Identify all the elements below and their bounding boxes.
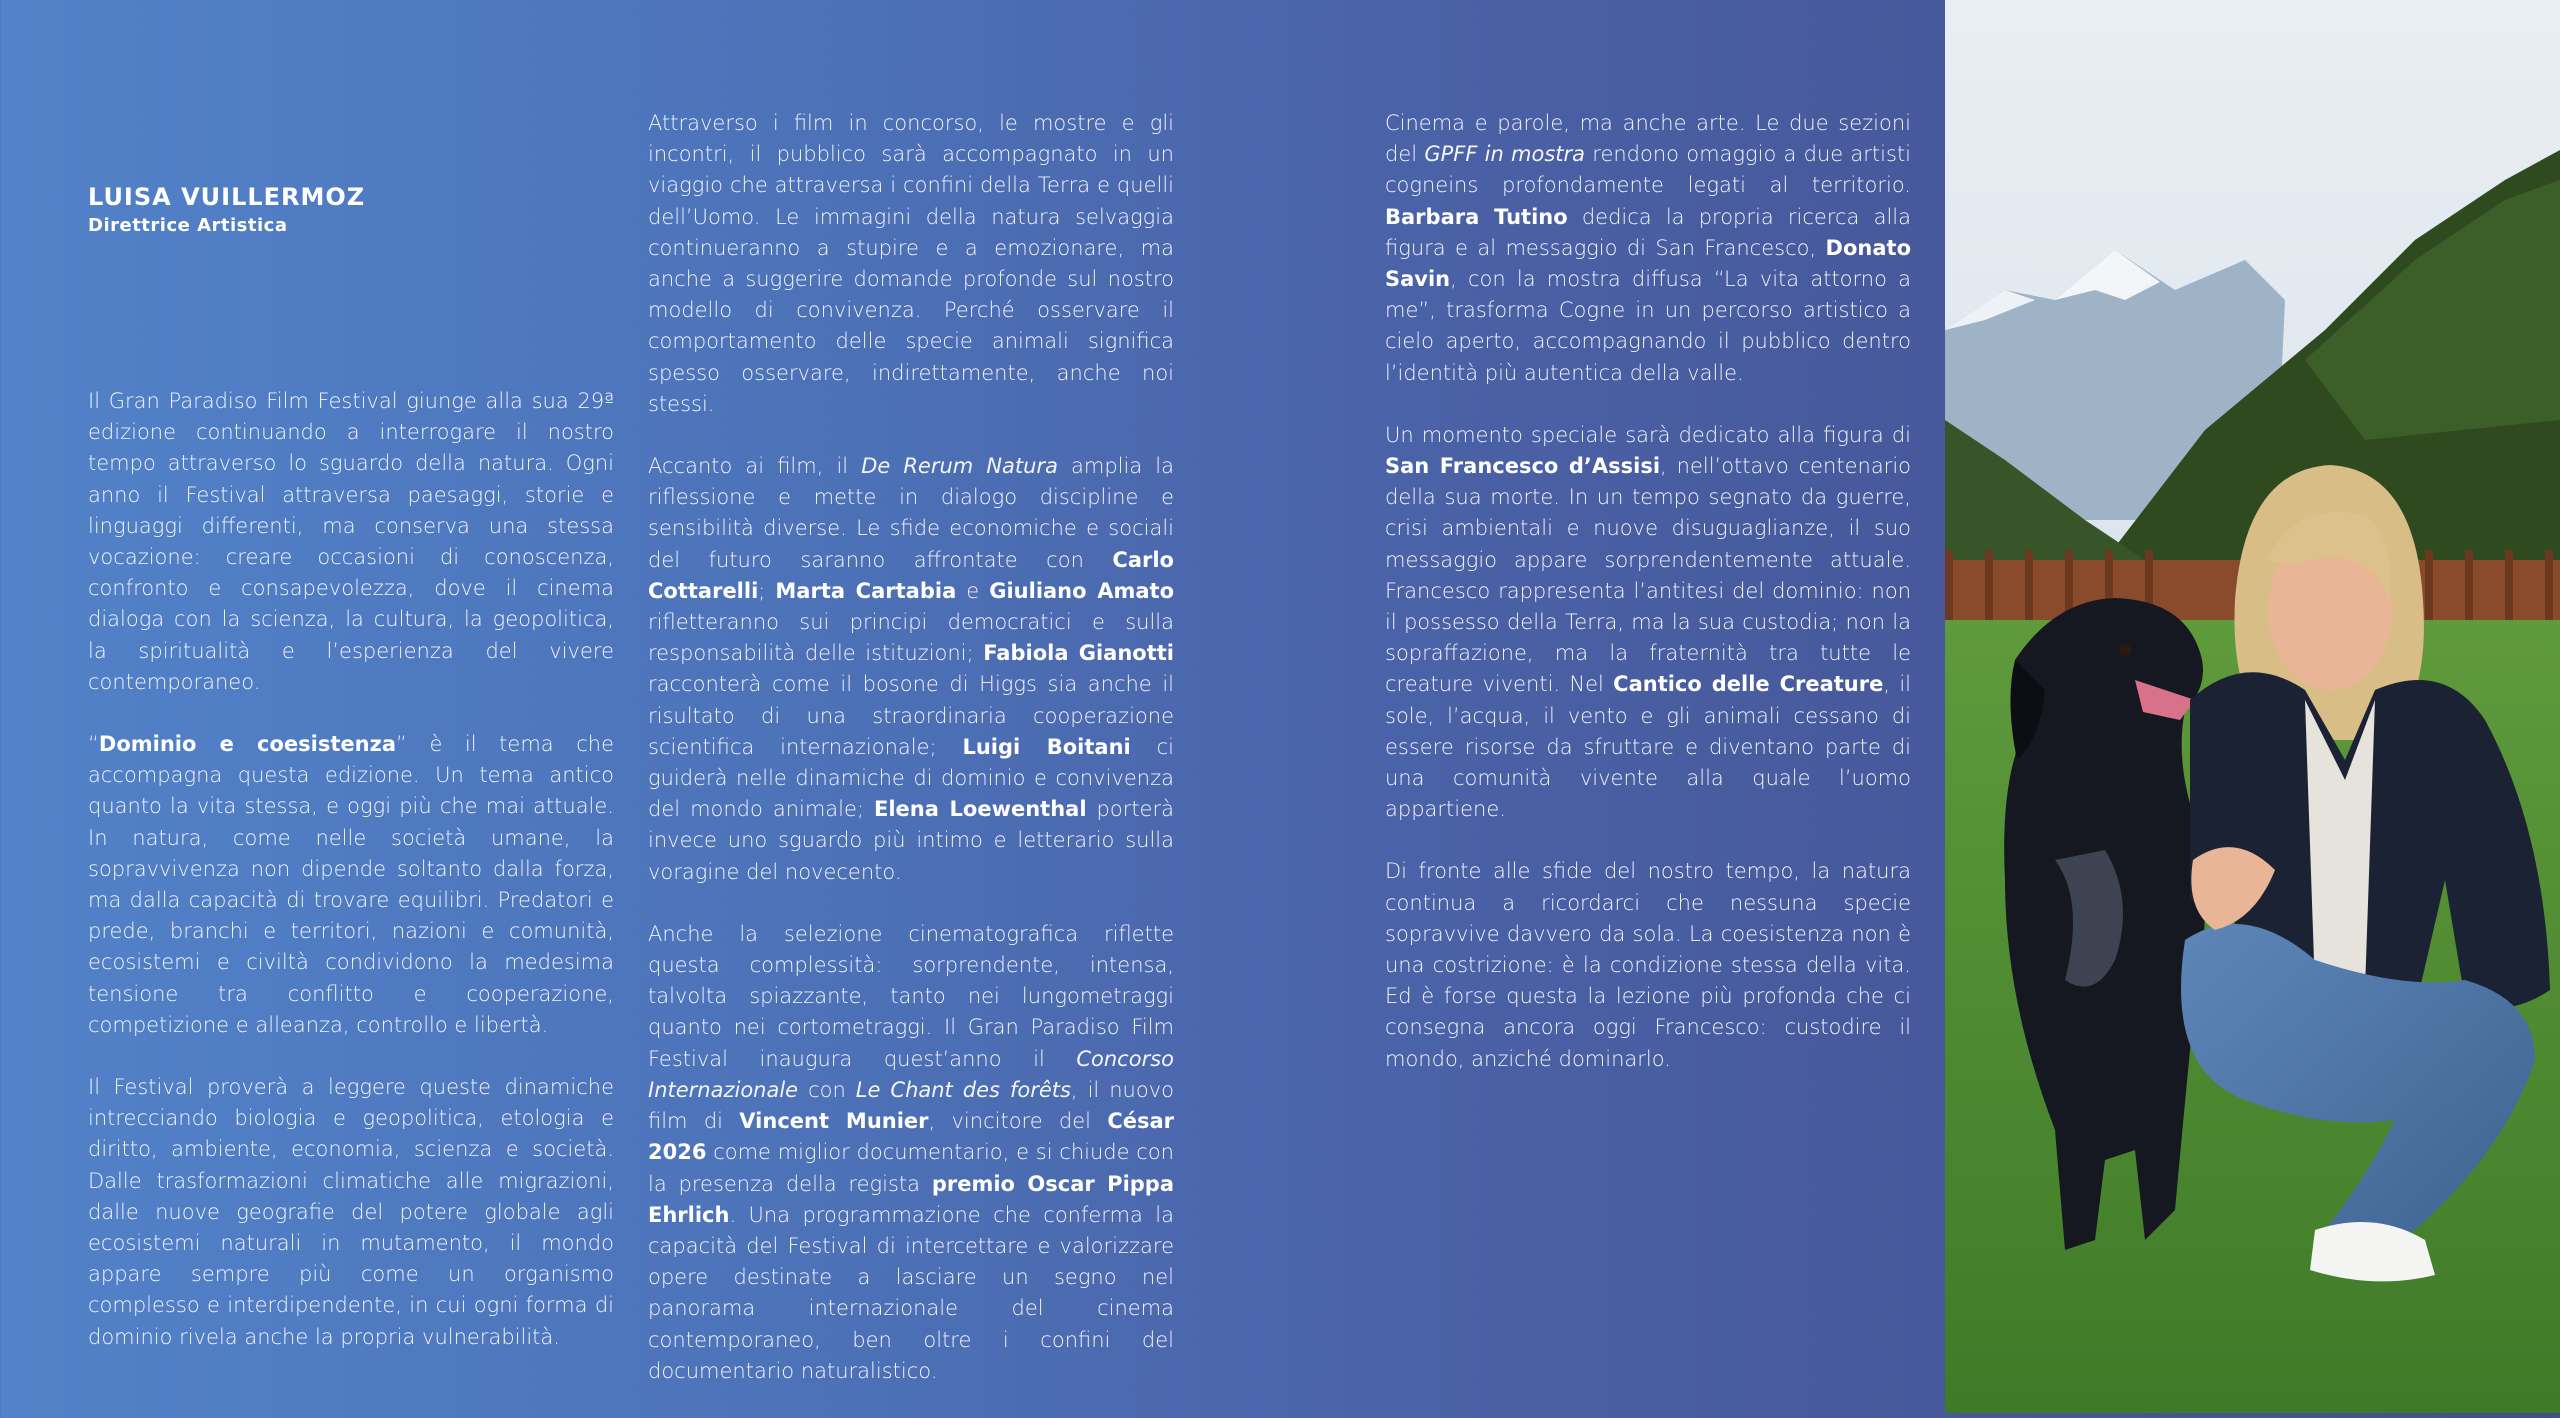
guest-name: Luigi Boitani — [962, 734, 1131, 759]
text-run: ci guiderà nelle dinamiche di dominio e convivenza del mondo animale; — [648, 734, 1174, 822]
guest-name: Elena Loewenthal — [874, 797, 1087, 822]
text-run: rifletteranno sui principi democratici e sulla responsabilità delle istituzioni; — [648, 610, 1174, 666]
text-run: , nell’ottavo centenario della sua morte. In un tempo segnato da guerre, crisi ambientali e nuove disuguaglianze, il suo messaggio appare sorprendentemente attuale. Francesco rappresenta l’antitesi del dominio: non il possesso della Terra, ma la sua custodia; non la sopraffazione, ma la fraternità tra tutte le creature viventi. Nel — [1385, 454, 1911, 697]
paragraph: Il Gran Paradiso Film Festival giunge alla sua 29ª edizione continuando a interrogare il nostro tempo attraverso lo sguardo della natura. Ogni anno il Festival attraversa paesaggi, storie e linguaggi differenti, ma conserva una stessa vocazione: creare occasioni di conoscenza, confronto e consapevolezza, dove il cinema dialoga con la scienza, la cultura, la geopolitica, la spiritualità e l’esperienza del vivere contemporaneo. — [88, 389, 614, 694]
competition-title: Concorso Internazionale — [648, 1046, 1174, 1102]
text-run: Anche la selezione cinematografica riflette questa complessità: sorprendente, intensa, talvolta spiazzante, tanto nei lungometraggi quanto nei cortometraggi. Il Gran Paradiso Film Festival inaugura quest’anno il — [648, 921, 1174, 1071]
text-column-1 — [88, 386, 614, 1384]
paragraph — [648, 919, 1174, 1387]
paragraph — [648, 451, 1174, 888]
work-title: Cantico delle Creature — [1613, 672, 1884, 697]
guest-name: Marta Cartabia — [775, 578, 957, 603]
paragraph: Attraverso i film in concorso, le mostre e gli incontri, il pubblico sarà accompagnato in un viaggio che attraversa i confini della Terra e quelli dell’Uomo. Le immagini della natura selvaggia continueranno a stupire e a emozionare, ma anche a suggerire domande profonde sul nostro modello di convivenza. Perché osservare il comportamento delle specie animali significa spesso osservare, indirettamente, anche noi stessi. — [648, 111, 1174, 416]
portrait-photo — [1945, 0, 2560, 1413]
text-run: , con la mostra diffusa “La vita attorno a me”, trasforma Cogne in un percorso artistico a cielo aperto, accompagnando il pubblico dentro l’identità più autentica della valle. — [1385, 267, 1911, 385]
quote-mark: “ — [88, 732, 99, 757]
paragraph — [88, 729, 614, 1041]
theme-title: Dominio e coesistenza — [98, 732, 396, 757]
author-role: Direttrice Artistica — [88, 215, 288, 236]
text-run: con — [798, 1077, 856, 1102]
film-title: Le Chant des forêts — [855, 1077, 1071, 1102]
text-run: rendono omaggio a due artisti cogneins profondamente legati al territorio. — [1385, 142, 1912, 198]
text-run: amplia la riflessione e mette in dialogo discipline e sensibilità diverse. Le sfide economiche e sociali del futuro saranno affrontate con — [648, 454, 1174, 572]
guest-name: Fabiola Gianotti — [983, 641, 1174, 666]
director-name: premio Oscar Pippa Ehrlich — [648, 1171, 1175, 1227]
text-run: come miglior documentario, e si chiude con la presenza della regista — [648, 1140, 1174, 1196]
author-name: LUISA VUILLERMOZ — [88, 183, 366, 211]
text-run: Un momento speciale sarà dedicato alla figura di — [1385, 422, 1911, 447]
text-run: , vincitore del — [928, 1109, 1108, 1134]
award-name: César 2026 — [648, 1109, 1174, 1165]
paragraph-text: ” è il tema che accompagna questa edizione. Un tema antico quanto la vita stessa, e oggi più che mai attuale. In natura, come nelle società umane, la sopravvivenza non dipende soltanto dalla forza, ma dalla capacità di trovare equilibri. Predatori e prede, branchi e territori, nazioni e comunità, ecosistemi e civiltà condividono la medesima tensione tra conflitto e cooperazione, competizione e alleanza, controllo e libertà. — [88, 732, 614, 1037]
text-run: porterà invece uno sguardo più intimo e letterario sulla voragine del novecento. — [648, 797, 1174, 884]
artist-name: Barbara Tutino — [1385, 204, 1568, 229]
paragraph — [1385, 420, 1911, 826]
director-name: Vincent Munier — [739, 1109, 929, 1134]
paragraph: Il Festival proverà a leggere queste dinamiche intrecciando biologia e geopolitica, etologia e diritto, ambiente, economia, scienza e società. Dalle trasformazioni climatiche alle migrazioni, dalle nuove geografie del potere globale agli ecosistemi naturali in mutamento, il mondo appare sempre più come un organismo complesso e interdipendente, in cui ogni forma di dominio rivela anche la propria vulnerabilità. — [88, 1075, 614, 1349]
artist-name: Donato Savin — [1385, 235, 1911, 292]
text-run: dedica la propria ricerca alla figura e al messaggio di San Francesco, — [1385, 204, 1911, 260]
text-run: Accanto ai film, il — [648, 454, 862, 479]
section-title: De Rerum Natura — [861, 454, 1058, 479]
guest-name: Carlo Cottarelli — [648, 547, 1174, 603]
text-run: racconterà come il bosone di Higgs sia anche il risultato di una straordinaria cooperazione scientifica internazionale; — [648, 672, 1174, 759]
guest-name: Giuliano Amato — [989, 578, 1174, 603]
text-run: e — [956, 578, 990, 603]
paragraph: Di fronte alle sfide del nostro tempo, la natura continua a ricordarci che nessuna specie sopravvive davvero da sola. La coesistenza non è una costrizione: è la condizione stessa della vita. Ed è forse questa la lezione più profonda che ci consegna ancora oggi Francesco: custodire il mondo, anziché dominarlo. — [1385, 859, 1911, 1071]
text-run: , il nuovo film di — [648, 1077, 1174, 1134]
author-block — [88, 182, 365, 238]
text-column-2 — [648, 108, 1174, 1418]
text-run: . Una programmazione che conferma la capacità del Festival di intercettare e valorizzare opere destinate a lasciare un segno nel panorama internazionale del cinema contemporaneo, ben oltre i confini del documentario naturalistico. — [648, 1202, 1174, 1383]
text-run: ; — [758, 578, 776, 603]
saint-name: San Francesco d’Assisi — [1385, 454, 1661, 479]
section-title: GPFF in mostra — [1424, 142, 1586, 167]
paragraph — [1385, 108, 1911, 389]
text-column-3 — [1385, 108, 1911, 1106]
text-run: Cinema e parole, ma anche arte. Le due sezioni del — [1385, 111, 1911, 167]
text-run: , il sole, l’acqua, il vento e gli animali cessano di essere risorse da sfruttare e diventano parte di una comunità vivente alla quale l’uomo appartiene. — [1385, 672, 1911, 822]
